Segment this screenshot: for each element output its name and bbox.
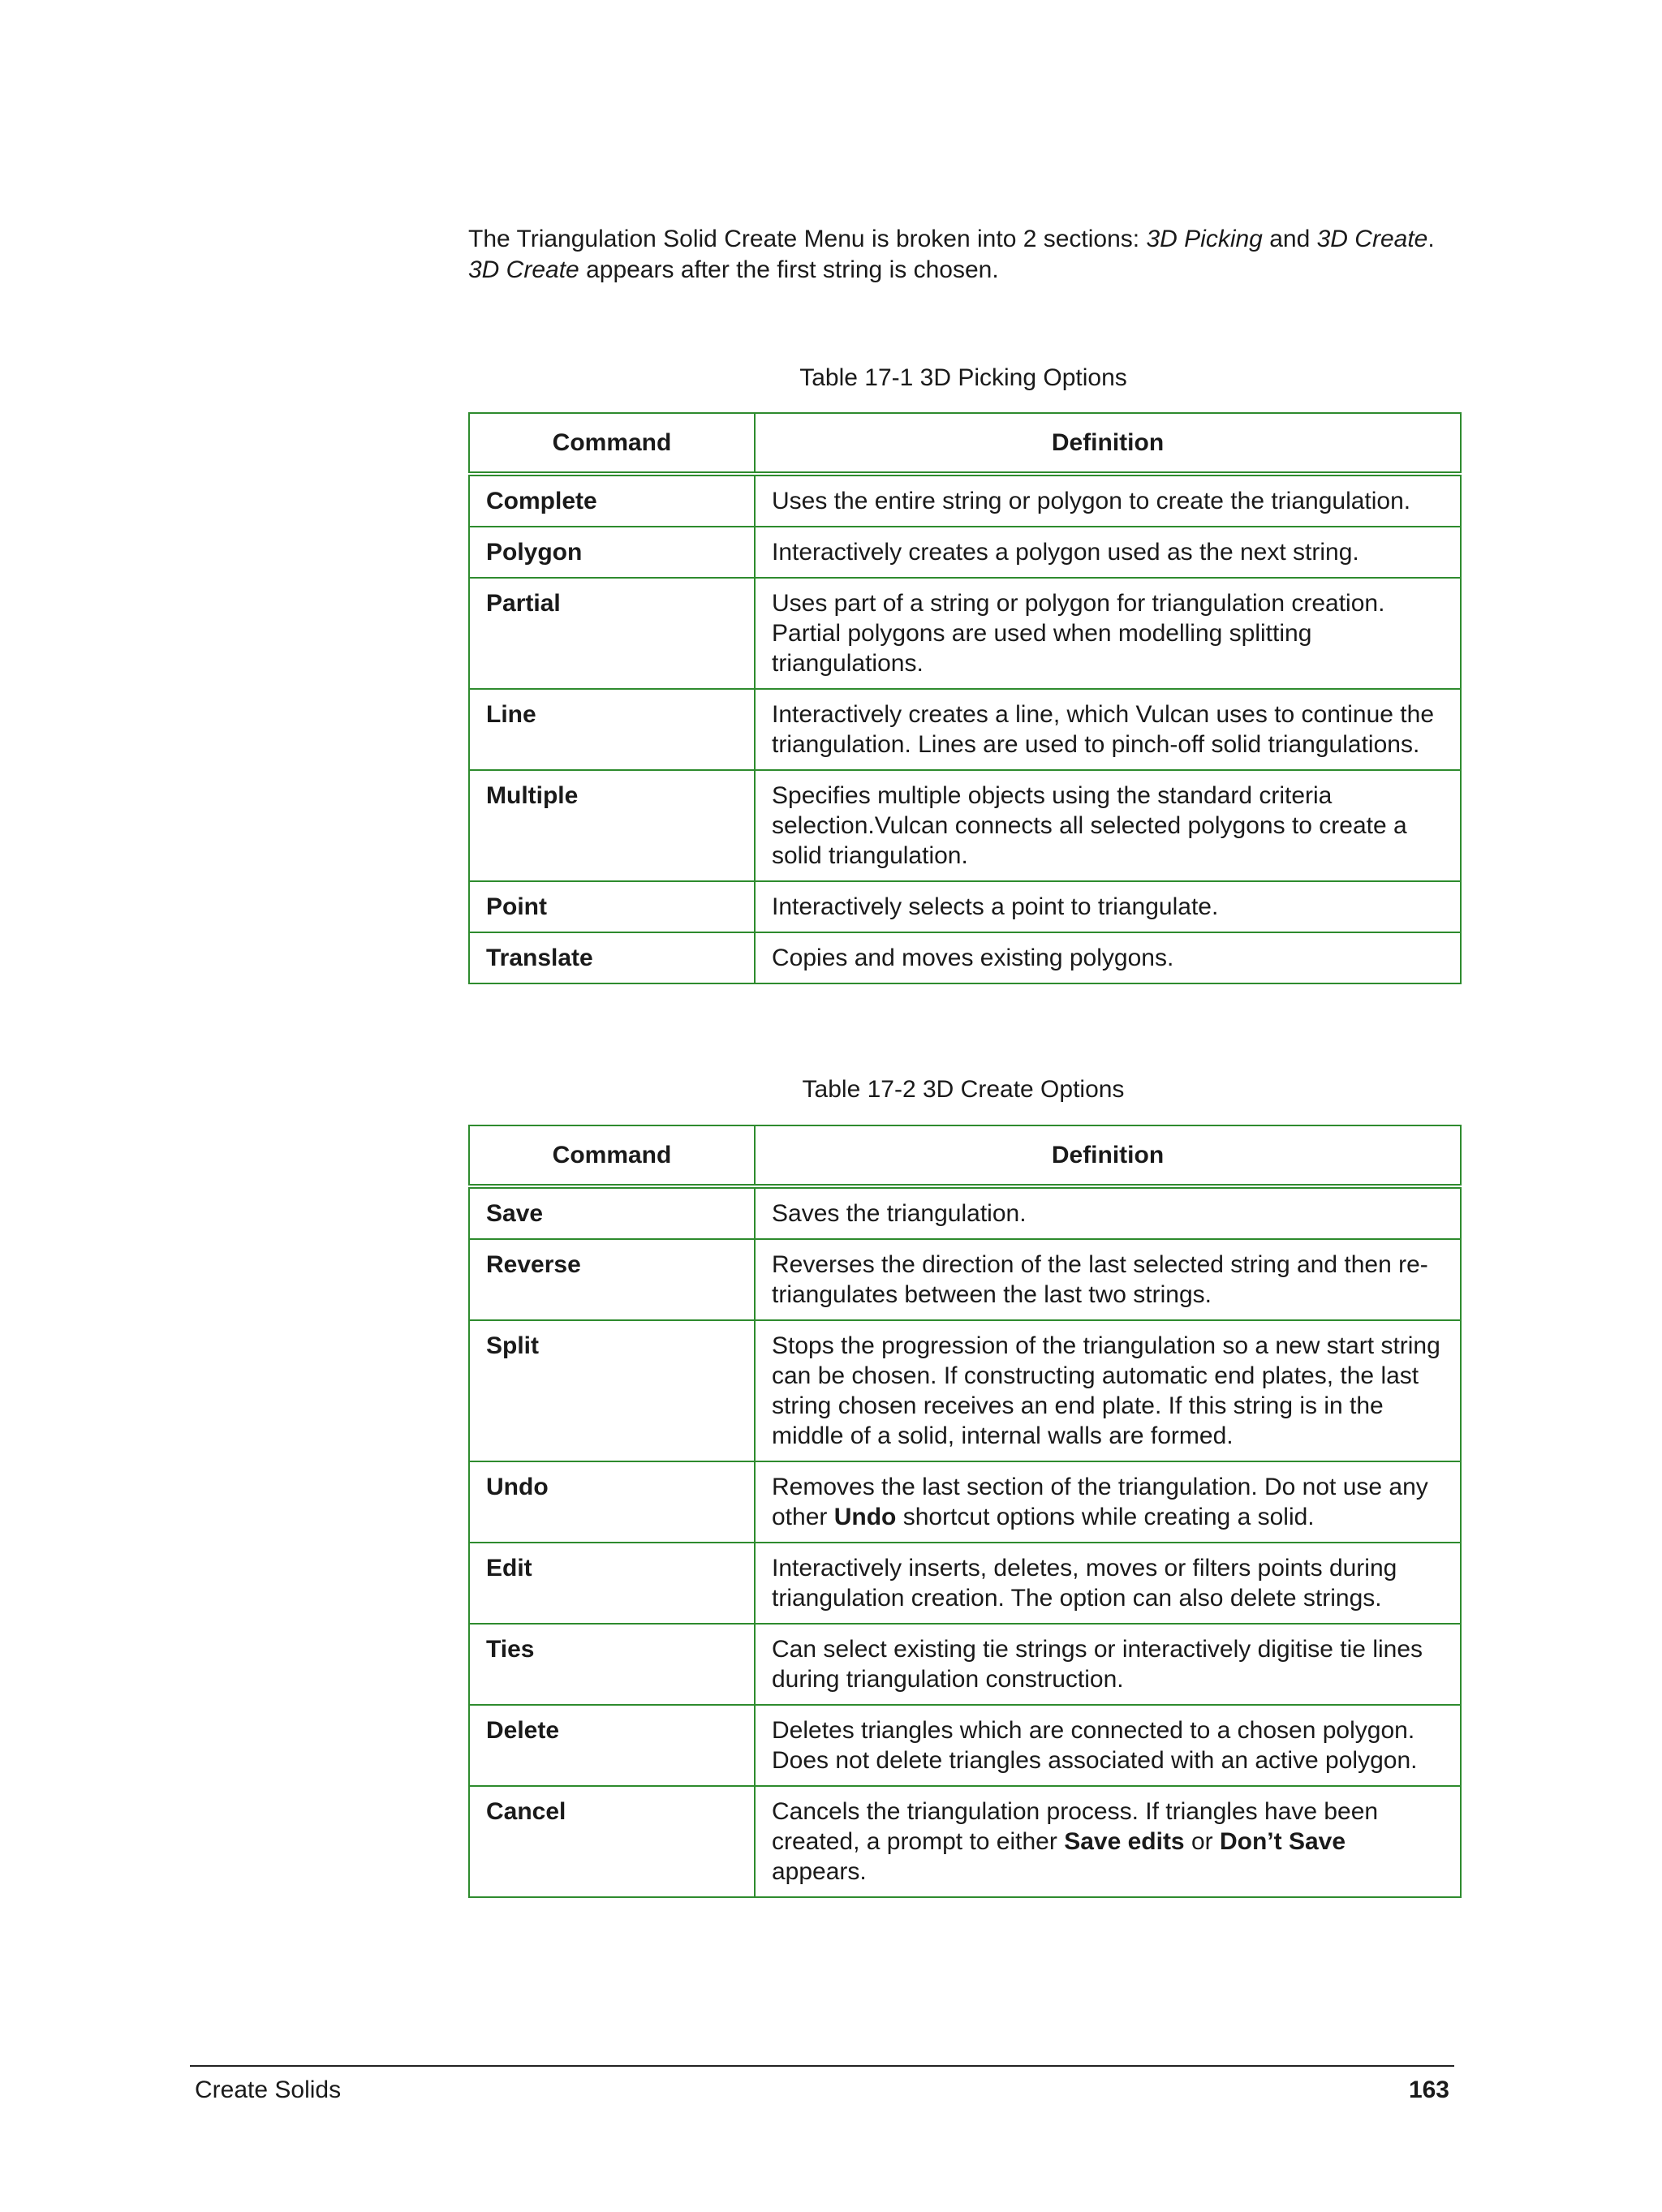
header-command: Command bbox=[469, 1125, 755, 1186]
definition-cell: Interactively inserts, deletes, moves or filters points during triangulation creation. The option can also delete strings. bbox=[755, 1543, 1461, 1624]
definition-text: shortcut options while creating a solid. bbox=[896, 1504, 1315, 1530]
command-cell: Line bbox=[469, 689, 755, 770]
command-cell: Partial bbox=[469, 578, 755, 689]
definition-text: or bbox=[1184, 1828, 1220, 1855]
definition-bold-undo: Undo bbox=[833, 1504, 897, 1530]
definition-cell: Deletes triangles which are connected to a chosen polygon. Does not delete triangles associated with an active polygon. bbox=[755, 1705, 1461, 1786]
command-cell: Undo bbox=[469, 1461, 755, 1543]
definition-cell: Interactively creates a polygon used as the next string. bbox=[755, 527, 1461, 578]
header-definition: Definition bbox=[755, 413, 1461, 474]
intro-text: The Triangulation Solid Create Menu is broken into 2 sections: bbox=[468, 226, 1147, 252]
table-row bbox=[469, 881, 1461, 932]
table-row bbox=[469, 1461, 1461, 1543]
table-header-row bbox=[469, 413, 1461, 474]
table-caption-create: Table 17-2 3D Create Options bbox=[802, 1076, 1125, 1103]
definition-text: appears. bbox=[772, 1858, 867, 1885]
table-caption-picking: Table 17-1 3D Picking Options bbox=[799, 364, 1127, 391]
definition-cell: Interactively creates a line, which Vulcan uses to continue the triangulation. Lines are used to pinch-off solid triangulations. bbox=[755, 689, 1461, 770]
definition-text: Removes the last section of the triangulation. Do not use any other bbox=[772, 1474, 1428, 1530]
command-cell: Polygon bbox=[469, 527, 755, 578]
table-row bbox=[469, 1239, 1461, 1320]
command-cell: Edit bbox=[469, 1543, 755, 1624]
definition-cell: Interactively selects a point to triangulate. bbox=[755, 881, 1461, 932]
table-row bbox=[469, 578, 1461, 689]
definition-cell: Stops the progression of the triangulation so a new start string can be chosen. If constructing automatic end plates, the last string chosen receives an end plate. If this string is in the middle of a solid, internal walls are formed. bbox=[755, 1320, 1461, 1461]
intro-italic-3d-picking: 3D Picking bbox=[1146, 226, 1263, 252]
intro-text: . bbox=[1427, 226, 1435, 252]
command-cell: Ties bbox=[469, 1624, 755, 1705]
command-cell: Delete bbox=[469, 1705, 755, 1786]
command-cell: Point bbox=[469, 881, 755, 932]
table-row bbox=[469, 1624, 1461, 1705]
command-cell: Save bbox=[469, 1186, 755, 1239]
definition-text: Cancels the triangulation process. If triangles have been created, a prompt to either bbox=[772, 1798, 1379, 1855]
command-cell: Translate bbox=[469, 932, 755, 983]
definition-cell: Specifies multiple objects using the standard criteria selection.Vulcan connects all selected polygons to create a solid triangulation. bbox=[755, 770, 1461, 881]
intro-italic-3d-create: 3D Create bbox=[1316, 226, 1428, 252]
command-cell: Complete bbox=[469, 474, 755, 527]
footer-section-title: Create Solids bbox=[195, 2076, 342, 2103]
definition-cell: Saves the triangulation. bbox=[755, 1186, 1461, 1239]
intro-italic-3d-create: 3D Create bbox=[468, 256, 579, 283]
header-definition: Definition bbox=[755, 1125, 1461, 1186]
picking-options-table bbox=[468, 412, 1462, 984]
definition-cell: Uses the entire string or polygon to create the triangulation. bbox=[755, 474, 1461, 527]
header-command: Command bbox=[469, 413, 755, 474]
definition-cell: Copies and moves existing polygons. bbox=[755, 932, 1461, 983]
definition-cell: Can select existing tie strings or interactively digitise tie lines during triangulation construction. bbox=[755, 1624, 1461, 1705]
command-cell: Cancel bbox=[469, 1786, 755, 1897]
intro-text: and bbox=[1262, 226, 1317, 252]
definition-cell bbox=[755, 1461, 1461, 1543]
intro-text: appears after the first string is chosen. bbox=[579, 256, 999, 283]
page-number: 163 bbox=[1408, 2076, 1449, 2103]
command-cell: Reverse bbox=[469, 1239, 755, 1320]
table-row bbox=[469, 527, 1461, 578]
table-row bbox=[469, 932, 1461, 983]
table-row bbox=[469, 770, 1461, 881]
definition-cell: Reverses the direction of the last selected string and then re-triangulates between the last two strings. bbox=[755, 1239, 1461, 1320]
create-options-table bbox=[468, 1125, 1462, 1898]
table-row bbox=[469, 1186, 1461, 1239]
table-header-row bbox=[469, 1125, 1461, 1186]
table-row bbox=[469, 474, 1461, 527]
table-row bbox=[469, 1786, 1461, 1897]
table-row bbox=[469, 1543, 1461, 1624]
definition-cell: Uses part of a string or polygon for triangulation creation. Partial polygons are used when modelling splitting triangulations. bbox=[755, 578, 1461, 689]
command-cell: Split bbox=[469, 1320, 755, 1461]
table-row bbox=[469, 1320, 1461, 1461]
footer-divider bbox=[190, 2065, 1454, 2067]
table-row bbox=[469, 689, 1461, 770]
intro-paragraph bbox=[468, 224, 1458, 286]
definition-bold-save-edits: Save edits bbox=[1064, 1828, 1185, 1855]
command-cell: Multiple bbox=[469, 770, 755, 881]
definition-cell bbox=[755, 1786, 1461, 1897]
definition-bold-dont-save: Don’t Save bbox=[1219, 1828, 1346, 1855]
table-row bbox=[469, 1705, 1461, 1786]
